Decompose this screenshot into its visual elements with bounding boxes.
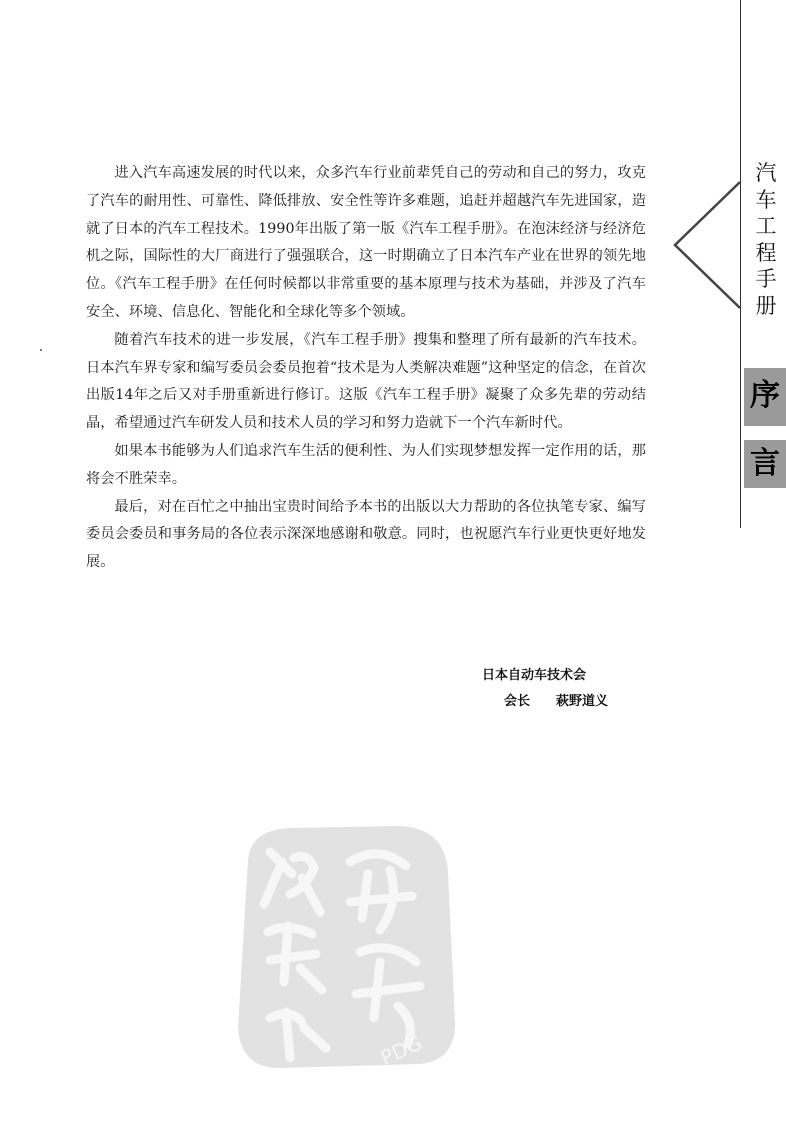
paragraph-4: 最后，对在百忙之中抽出宝贵时间给予本书的出版以大力帮助的各位执笔专家、编写委员会委员和事务局的各位表示深深地感谢和敬意。同时，也祝愿汽车行业更快更好地发展。 (86, 498, 646, 571)
section-tab-preface: 序 (744, 368, 786, 426)
book-title-char: 汽 (755, 161, 777, 185)
book-title-char: 册 (755, 293, 777, 318)
signature-role: 会长 (504, 694, 531, 709)
book-title-char: 程 (755, 240, 777, 265)
signature-name: 萩野道义 (556, 694, 609, 709)
book-title-char: 手 (755, 267, 777, 291)
paragraph-1: 进入汽车高速发展的时代以来，众多汽车行业前辈凭自己的劳动和自己的努力，攻克了汽车的耐用性、可靠性、降低排放、安全性等许多难题，追赶并超越汽车先进国家，造就了日本的汽车工程技术。1990年出版了第一版《汽车工程手册》。在泡沫经济与经济危机之际，国际性的大厂商进行了强强联合，这一时期确立了日本汽车产业在世界的领先地位。《汽车工程手册》在任何时候都以非常重要的基本原理与技术为基础，并涉及了汽车安全、环境、信息化、智能化和全球化等多个领域。 (86, 165, 646, 320)
preface-body (86, 160, 646, 577)
paragraph-2: 随着汽车技术的进一步发展，《汽车工程手册》搜集和整理了所有最新的汽车技术。日本汽车界专家和编写委员会委员抱着“技术是为人类解决难题”这种坚定的信念，在首次出版14年之后又对手册重新进行修订。这版《汽车工程手册》凝聚了众多先辈的劳动结晶，希望通过汽车研发人员和技术人员的学习和努力造就下一个汽车新时代。 (86, 331, 646, 432)
book-title-vertical (746, 160, 786, 319)
seal-watermark (230, 822, 460, 1072)
stray-mark (40, 349, 42, 351)
section-tab-words: 言 (744, 440, 786, 488)
seal-label: PDG (376, 1030, 426, 1070)
book-title-char: 工 (755, 214, 777, 238)
chevron-left-icon (672, 180, 744, 310)
book-title-char: 车 (755, 187, 777, 212)
paragraph-3: 如果本书能够为人们追求汽车生活的便利性、为人们实现梦想发挥一定作用的话，那将会不胜荣幸。 (86, 442, 646, 487)
signature-organization: 日本自动车技术会 (482, 668, 587, 683)
